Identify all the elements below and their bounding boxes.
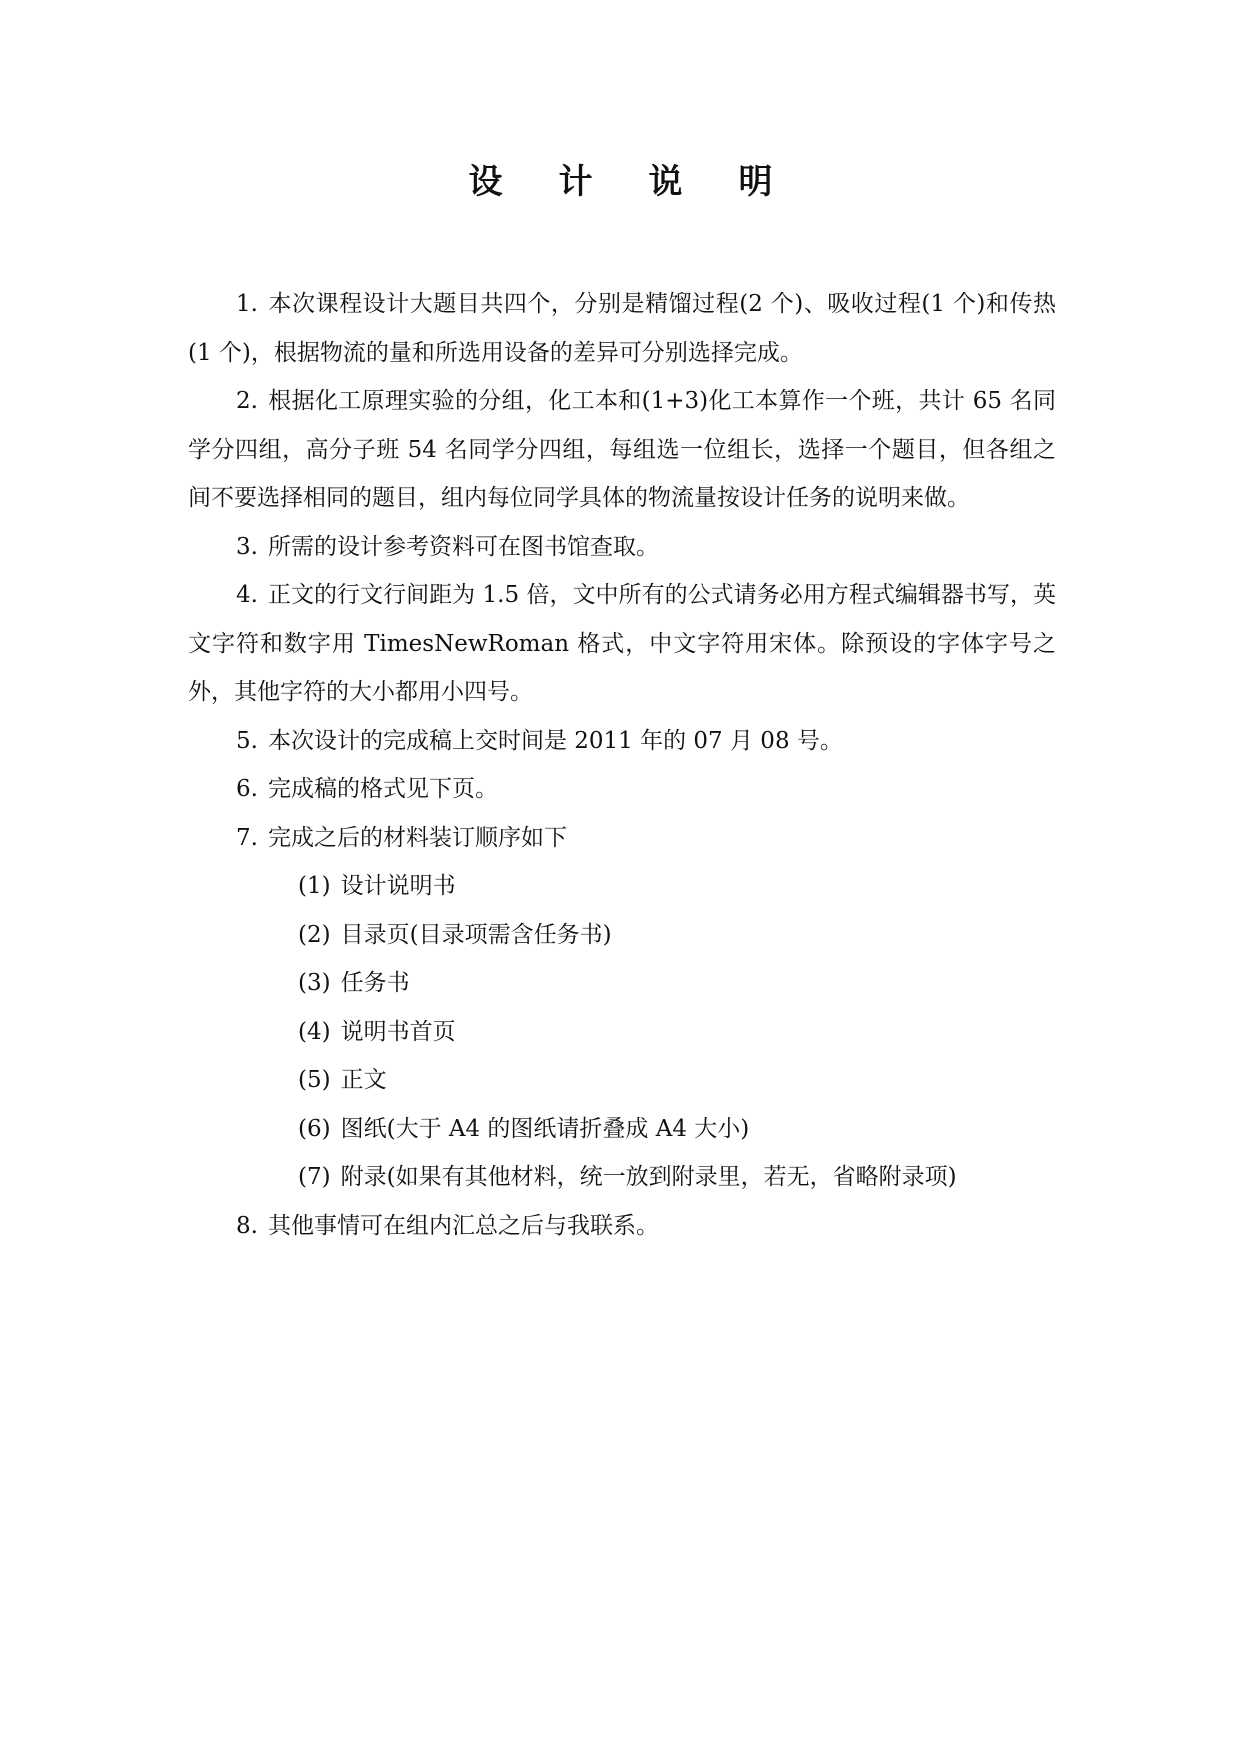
- subitem-number: (3): [298, 970, 331, 996]
- list-item: [188, 377, 1056, 523]
- item-text: 其他事情可在组内汇总之后与我联系。: [267, 1212, 659, 1239]
- sub-list-item: [188, 1105, 1056, 1154]
- item-text: 本次课程设计大题目共四个，分别是精馏过程(2 个)、吸收过程(1 个)和传热(1 个)，根据物流的量和所选用设备的差异可分别选择完成。: [188, 291, 1057, 366]
- list-item: [188, 571, 1056, 717]
- subitem-number: (2): [298, 921, 331, 948]
- subitem-text: 目录页(目录项需含任务书): [340, 921, 612, 948]
- subitem-number: (4): [298, 1018, 331, 1045]
- item-text: 所需的设计参考资料可在图书馆查取。: [267, 533, 659, 560]
- list-item: [188, 1202, 1056, 1251]
- item-number: 4.: [236, 582, 258, 608]
- item-number: 2.: [236, 388, 258, 414]
- list-item: [188, 280, 1056, 377]
- item-number: 5.: [236, 727, 258, 754]
- subitem-text: 设计说明书: [340, 873, 456, 899]
- subitem-number: (7): [298, 1164, 331, 1190]
- sub-list-item: [188, 1008, 1056, 1057]
- page-title: 设计说明: [468, 162, 829, 202]
- sub-list-item: [188, 1056, 1056, 1105]
- subitem-number: (5): [298, 1067, 331, 1093]
- item-text: 正文的行文行间距为 1.5 倍，文中所有的公式请务必用方程式编辑器书写，英文字符和数字用 TimesNewRoman 格式，中文字符用宋体。除预设的字体字号之外，其他字符的大小都用小四号。: [188, 582, 1056, 705]
- subitem-text: 任务书: [340, 970, 410, 996]
- list-item: [188, 523, 1056, 572]
- sub-list-item: [188, 959, 1056, 1008]
- item-number: 3.: [236, 533, 258, 560]
- item-number: 1.: [236, 291, 258, 317]
- subitem-number: (1): [298, 873, 331, 899]
- document-body: [188, 280, 1056, 1250]
- subitem-number: (6): [298, 1115, 331, 1142]
- item-number: 8.: [236, 1212, 258, 1239]
- item-text: 完成之后的材料装订顺序如下: [267, 824, 567, 851]
- list-item: [188, 814, 1056, 863]
- item-text: 本次设计的完成稿上交时间是 2011 年的 07 月 08 号。: [267, 727, 843, 754]
- subitem-text: 正文: [340, 1067, 387, 1093]
- subitem-text: 图纸(大于 A4 的图纸请折叠成 A4 大小): [340, 1115, 750, 1142]
- sub-list-item: [188, 1153, 1056, 1202]
- list-item: [188, 765, 1056, 814]
- sub-list-item: [188, 862, 1056, 911]
- item-text: 完成稿的格式见下页。: [267, 776, 498, 802]
- sub-list-item: [188, 911, 1056, 960]
- subitem-text: 附录(如果有其他材料，统一放到附录里，若无，省略附录项): [340, 1164, 957, 1190]
- item-text: 根据化工原理实验的分组，化工本和(1+3)化工本算作一个班，共计 65 名同学分四组，高分子班 54 名同学分四组，每组选一位组长，选择一个题目，但各组之间不要选择相同的题目，组内每位同学具体的物流量按设计任务的说明来做。: [188, 388, 1056, 511]
- list-item: [188, 717, 1056, 766]
- subitem-text: 说明书首页: [340, 1018, 456, 1045]
- item-number: 7.: [236, 824, 258, 851]
- item-number: 6.: [236, 776, 258, 802]
